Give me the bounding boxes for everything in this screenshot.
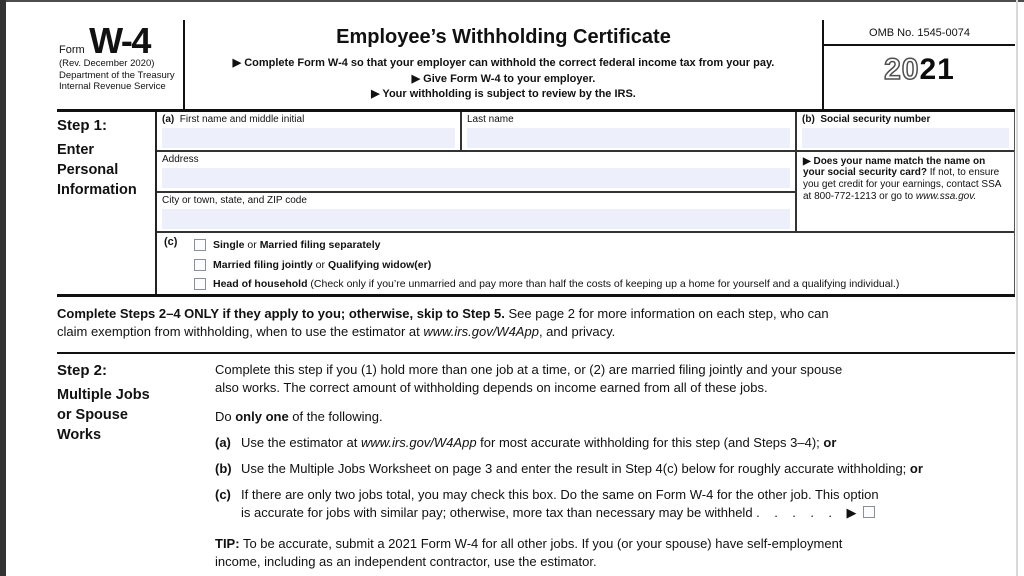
omb-year-block bbox=[824, 20, 1015, 109]
window-top-edge bbox=[0, 0, 1024, 2]
name-ssn-row bbox=[157, 112, 1014, 152]
married-jointly-option-label: Married filing jointly or Qualifying widow(er) bbox=[213, 258, 432, 271]
page-title: Employee’s Withholding Certificate bbox=[336, 26, 671, 48]
item-b-marker: (b) bbox=[215, 461, 232, 476]
step1-title-line-1: Enter bbox=[57, 142, 95, 158]
head-of-household-checkbox[interactable] bbox=[194, 278, 206, 290]
step2-tip: TIP: To be accurate, submit a 2021 Form W-4 for all other jobs. If you (or your spouse) have self-employment income, including as an independent contractor, use the estimator. bbox=[215, 536, 843, 569]
step1-heading: Step 1: bbox=[57, 117, 108, 134]
step2-item-a bbox=[215, 434, 1015, 452]
first-name-input[interactable] bbox=[162, 128, 455, 148]
item-b-text: Use the Multiple Jobs Worksheet on page 3 and enter the result in Step 4(c) below for roughly accurate withholding; or bbox=[241, 461, 923, 476]
step2-heading: Step 2: bbox=[57, 362, 108, 379]
steps-2-4-note: Complete Steps 2–4 ONLY if they apply to you; otherwise, skip to Step 5. See page 2 for more information on each step, who can claim exemption from withholding, when to use the estimator at www.irs.gov/W4App, and privacy. bbox=[57, 306, 829, 339]
step1-label-column bbox=[57, 112, 155, 294]
address-label: Address bbox=[162, 153, 199, 165]
form-instruction-1: ▶ Complete Form W-4 so that your employer can withhold the correct federal income tax from your pay. bbox=[232, 57, 775, 69]
address-city-column bbox=[157, 152, 797, 231]
form-header bbox=[57, 20, 1015, 112]
address-cell bbox=[157, 152, 795, 193]
first-name-cell bbox=[157, 112, 462, 150]
step2-do-only-one: Do only one of the following. bbox=[215, 409, 383, 424]
item-c-marker: (c) bbox=[215, 487, 231, 502]
step2-item-c bbox=[215, 486, 1015, 522]
step2-item-b bbox=[215, 460, 1015, 478]
step1-field-grid bbox=[155, 112, 1015, 294]
item-c-text bbox=[241, 486, 1015, 522]
step2-title-line-1: Multiple Jobs bbox=[57, 387, 150, 403]
last-name-cell bbox=[462, 112, 797, 150]
section-divider bbox=[57, 352, 1015, 354]
address-city-rowgroup bbox=[157, 152, 1014, 233]
step2-title-line-3: Works bbox=[57, 427, 102, 443]
filing-status-option-married-jointly bbox=[194, 255, 899, 275]
step2-intro: Complete this step if you (1) hold more than one job at a time, or (2) are married filing jointly and your spouse also works. The correct amount of withholding depends on income earned from all of these jobs. bbox=[215, 362, 843, 395]
step2-content bbox=[215, 361, 1015, 571]
form-number-line bbox=[59, 20, 179, 61]
head-of-household-option-label: Head of household (Check only if you’re unmarried and pay more than half the costs of keeping up a home for yourself and a qualifying individual.) bbox=[213, 278, 900, 291]
step1-section bbox=[57, 112, 1015, 297]
step1-title-line-2: Personal bbox=[57, 162, 119, 178]
step2-section bbox=[57, 361, 1015, 571]
tax-year-solid: 21 bbox=[919, 53, 955, 86]
tax-year-outline: 20 bbox=[884, 53, 920, 86]
step1-title-line-3: Information bbox=[57, 182, 137, 198]
filing-status-row bbox=[157, 233, 1014, 295]
ssn-label: (b) Social security number bbox=[802, 114, 931, 125]
city-input[interactable] bbox=[162, 209, 790, 229]
ssn-match-note: ▶ Does your name match the name on your social security card? If not, to ensure you get credit for your earnings, contact SSA at 800-772-1213 or go to www.ssa.gov. bbox=[803, 155, 1001, 203]
form-instruction-3: ▶ Your withholding is subject to review by the IRS. bbox=[371, 88, 636, 100]
form-agency: Internal Revenue Service bbox=[59, 81, 166, 92]
form-id-block bbox=[57, 20, 183, 109]
form-department: Department of the Treasury bbox=[59, 69, 175, 81]
page-right-edge bbox=[1016, 0, 1018, 576]
two-jobs-checkbox[interactable] bbox=[863, 506, 875, 518]
form-title-block bbox=[183, 20, 824, 109]
filing-status-options bbox=[194, 236, 899, 295]
item-a-marker: (a) bbox=[215, 435, 231, 450]
page-left-edge bbox=[0, 0, 6, 576]
filing-status-option-single bbox=[194, 236, 899, 256]
item-c-sentence: If there are only two jobs total, you may check this box. Do the same on Form W-4 for the other job. This option is accurate for jobs with similar pay; otherwise, more tax than necessary may be withheld . . . . . ▶ bbox=[241, 487, 879, 520]
single-option-label: Single or Married filing separately bbox=[213, 239, 381, 252]
single-checkbox[interactable] bbox=[194, 239, 206, 251]
address-input[interactable] bbox=[162, 168, 790, 188]
form-number: W-4 bbox=[89, 20, 150, 61]
last-name-input[interactable] bbox=[467, 128, 790, 148]
form-revision: (Rev. December 2020) bbox=[59, 58, 155, 69]
form-instruction-2: ▶ Give Form W-4 to your employer. bbox=[411, 72, 596, 85]
city-cell bbox=[157, 193, 795, 231]
ssn-input[interactable] bbox=[802, 128, 1009, 148]
filing-status-option-head-of-household bbox=[194, 275, 899, 295]
item-a-text: Use the estimator at www.irs.gov/W4App for most accurate withholding for this step (and Steps 3–4); or bbox=[241, 435, 837, 450]
step2-label-column bbox=[57, 361, 215, 571]
married-jointly-checkbox[interactable] bbox=[194, 259, 206, 271]
tax-year bbox=[824, 53, 1015, 87]
ssn-cell bbox=[797, 112, 1014, 150]
omb-number: OMB No. 1545-0074 bbox=[824, 20, 1015, 46]
city-label: City or town, state, and ZIP code bbox=[162, 194, 307, 206]
step2-title-line-2: or Spouse bbox=[57, 407, 128, 423]
first-name-label: (a) First name and middle initial bbox=[162, 114, 305, 125]
last-name-label: Last name bbox=[467, 114, 514, 125]
form-word: Form bbox=[59, 44, 85, 56]
filing-status-marker: (c) bbox=[164, 235, 178, 248]
